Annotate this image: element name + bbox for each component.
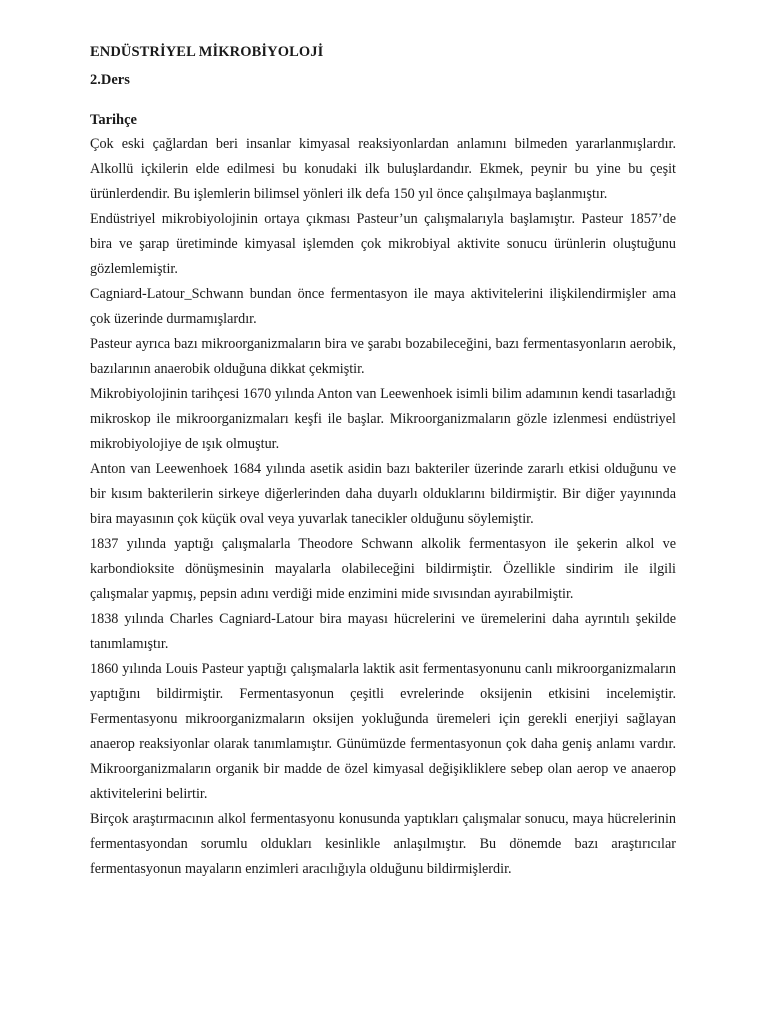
section-heading: Tarihçe bbox=[90, 112, 137, 128]
paragraph-2: Endüstriyel mikrobiyolojinin ortaya çıkması Pasteur’un çalışmalarıyla başlamıştır. Pasteur 1857’de bira ve şarap üretiminde kimyasal işlemden çok mikrobiyal aktivite sonucu ürünlerin oluştuğunu gözlemlemiştir. bbox=[90, 211, 676, 277]
paragraph-6: Anton van Leewenhoek 1684 yılında asetik asidin bazı bakteriler üzerinde zararlı etkisi olduğunu ve bir kısım bakterilerin sirkeye diğerlerinden daha duyarlı olduklarını bildirmiştir. Bir diğer yayınında bira mayasının çok küçük oval veya yuvarlak tanecikler olduğunu söylemiştir. bbox=[90, 461, 676, 527]
paragraph-4: Pasteur ayrıca bazı mikroorganizmaların bira ve şarabı bozabileceğini, bazı fermentasyonların aerobik, bazılarının anaerobik olduğuna dikkat çekmiştir. bbox=[90, 336, 676, 377]
paragraph-10: Birçok araştırmacının alkol fermentasyonu konusunda yaptıkları çalışmalar sonucu, maya hücrelerinin fermentasyondan sorumlu oldukları kesinlikle anlaşılmıştır. Bu dönemde bazı araştırıcılar fermentasyonun mayaların enzimleri aracılığıyla olduğunu bildirmişlerdir. bbox=[90, 811, 676, 877]
paragraph-1: Çok eski çağlardan beri insanlar kimyasal reaksiyonlardan anlamını bilmeden yararlanmışlardır. Alkollü içkilerin elde edilmesi bu konudaki ilk buluşlardandır. Ekmek, peynir bu yine bu çeşit ürünlerdendir. Bu işlemlerin bilimsel yönleri ilk defa 150 yıl önce çalışılmaya başlanmıştır. bbox=[90, 136, 676, 202]
paragraph-8: 1838 yılında Charles Cagniard-Latour bira mayası hücrelerini ve üremelerini daha ayrıntılı şekilde tanımlamıştır. bbox=[90, 611, 676, 652]
lesson-label: 2.Ders bbox=[90, 72, 130, 88]
paragraph-7: 1837 yılında yaptığı çalışmalarla Theodore Schwann alkolik fermentasyon ile şekerin alkol ve karbondioksite dönüşmesinin mayalarla olabileceğini bildirmiştir. Özellikle sindirim ile ilgili çalışmalar yapmış, pepsin adını verdiği mide enzimini mide sıvısından ayırabilmiştir. bbox=[90, 536, 676, 602]
paragraph-9: 1860 yılında Louis Pasteur yaptığı çalışmalarla laktik asit fermentasyonunu canlı mikroorganizmaların yaptığını bildirmiştir. Fermentasyonun çeşitli evrelerinde oksijenin etkisini incelemiştir. Fermentasyonu mikroorganizmaların oksijen yokluğunda üremeleri için gerekli enerjiyi sağlayan anaerop reaksiyonlar olarak tanımlamıştır. Günümüzde fermentasyonun çok daha geniş anlamı vardır. Mikroorganizmaların organik bir madde de özel kimyasal değişikliklere sebep olan aerop ve anaerop aktivitelerini belirtir. bbox=[90, 661, 676, 802]
paragraph-5: Mikrobiyolojinin tarihçesi 1670 yılında Anton van Leewenhoek isimli bilim adamının kendi tasarladığı mikroskop ile mikroorganizmaları keşfi ile başlar. Mikroorganizmaların gözle izlenmesi endüstriyel mikrobiyolojiye de ışık olmuştur. bbox=[90, 386, 676, 452]
paragraph-3: Cagniard-Latour_Schwann bundan önce fermentasyon ile maya aktivitelerini ilişkilendirmişler ama çok üzerinde durmamışlardır. bbox=[90, 286, 676, 327]
document-title: ENDÜSTRİYEL MİKROBİYOLOJİ bbox=[90, 44, 324, 60]
